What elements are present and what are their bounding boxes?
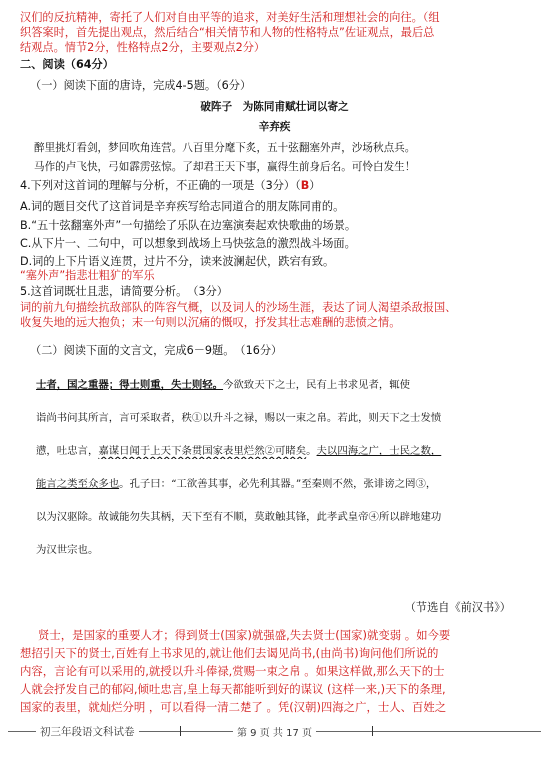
classical-text-line: [36, 377, 515, 393]
footer-exam-name: 初三年段语文科试卷: [36, 724, 139, 739]
question-4-close: ）: [309, 179, 321, 192]
option-d: D.词的上下片语义连贯，过片不分，读来波澜起伏，跌宕有致。: [20, 255, 335, 268]
poem-line: 醉里挑灯看剑，梦回吹角连营。八百里分麾下炙，五十弦翻塞外声，沙场秋点兵。: [34, 142, 416, 154]
poem-line: 马作的卢飞快，弓如霹雳弦惊。了却君王天下事，赢得生前身后名。可怜白发生！: [34, 161, 416, 173]
question-4-text: 4.下列对这首词的理解与分析，不正确的一项是（3分）（: [20, 179, 301, 192]
part-heading: （一）阅读下面的唐诗，完成4-5题。（6分）: [30, 79, 252, 92]
underlined-sentence: 士者，国之重器；得士则重，失士则轻。: [36, 379, 224, 391]
wavy-underlined-sentence: 嘉谋日闻于上天下条贯国家表里烂然②可睹矣: [98, 445, 307, 457]
translation-line: 内容，言论有可以采用的,就授以升斗俸禄,赏赐一束之帛 。如果这样做,那么天下的士: [20, 664, 445, 678]
section-heading: 二、阅读（64分）: [20, 58, 114, 71]
answer-note: “塞外声”指悲壮粗犷的军乐: [20, 269, 155, 282]
part-heading: （二）阅读下面的文言文，完成6－9题。 （16分）: [30, 344, 283, 357]
poem-title: 破阵子 为陈同甫赋壮词以寄之: [200, 101, 349, 113]
underlined-sentence: 夫以四海之广，士民之数，: [316, 445, 442, 457]
answer-line: 织答案时，首先提出观点，然后结合“相关情节和人物的性格特点”佐证观点，最后总: [20, 26, 435, 39]
answer-line: 词的前九句描绘抗敌部队的阵容气概，以及词人的沙场生涯，表达了词人渴望杀敌报国、: [20, 301, 457, 314]
poem-author: 辛弃疾: [258, 121, 291, 133]
classical-text-line: 以为汉驱除。故诚能勿失其柄，天下至有不顺，莫敢触其锋，此孝武皇帝④所以辟地建功: [36, 511, 442, 523]
classical-text-line: [36, 476, 515, 492]
footer-page-number: [0, 724, 549, 739]
classical-text-line: 诣尚书问其所言，言可采取者，秩①以升斗之禄，赐以一束之帛。若此，则天下之士发愤: [36, 412, 442, 424]
answer-line: 结观点。情节2分，性格特点2分，主要观点2分）: [20, 41, 266, 54]
answer-line: 收复失地的远大抱负；末一句则以沉痛的慨叹，抒发其壮志难酬的悲愤之情。: [20, 316, 401, 329]
translation-line: 国家的表里，就灿烂分明 ，可以看得一清二楚了 。凭(汉朝)四海之广，士人、百姓之: [20, 700, 447, 714]
classical-text: 今欲致天下之士，民有上书求见者，辄使: [223, 379, 411, 391]
question-4-stem: [20, 178, 535, 193]
translation-line: 想招引天下的贤士,百姓有上书求见的,就让他们去谒见尚书,(由尚书)询问他们所说的: [20, 646, 439, 660]
classical-text-line: 为汉世宗也。: [36, 544, 99, 556]
source-citation: （节选自《前汉书》）: [404, 601, 511, 614]
answer-line: 汉们的反抗精神，寄托了人们对自由平等的追求，对美好生活和理想社会的向往。（组: [20, 11, 440, 24]
underlined-sentence: 能言之类至众多也: [36, 478, 120, 490]
classical-text-line: [36, 443, 515, 459]
translation-line: 人就会抒发自己的郁闷,倾吐忠言,皇上每天都能听到好的谋议 (这样一来,)天下的条理,: [20, 682, 446, 696]
page-footer: [0, 718, 549, 758]
option-c: C.从下片一、二句中，可以想象到战场上马快弦急的激烈战斗场面。: [20, 237, 356, 250]
translation-line: 贤士，是国家的重要人才；得到贤士(国家)就强盛,失去贤士(国家)就变弱 。如今要: [38, 628, 451, 642]
classical-text: 。孔子曰：“工欲善其事，必先利其器。”至秦则不然，张诽谤之罔③，: [119, 478, 437, 490]
option-b: B.“五十弦翻塞外声”一句描绘了乐队在边塞演奏起欢快歌曲的场景。: [20, 219, 357, 232]
question-4-answer: B: [300, 179, 310, 192]
option-a: A.词的题目交代了这首词是辛弃疾写给志同道合的朋友陈同甫的。: [20, 200, 345, 213]
classical-text: 懑，吐忠言，: [36, 445, 99, 457]
page-number-text: 第 9 页 共 17 页: [233, 728, 316, 739]
question-5-stem: 5.这首词既壮且悲，请简要分析。 （3分）: [20, 285, 228, 298]
classical-text: 。: [306, 445, 317, 457]
